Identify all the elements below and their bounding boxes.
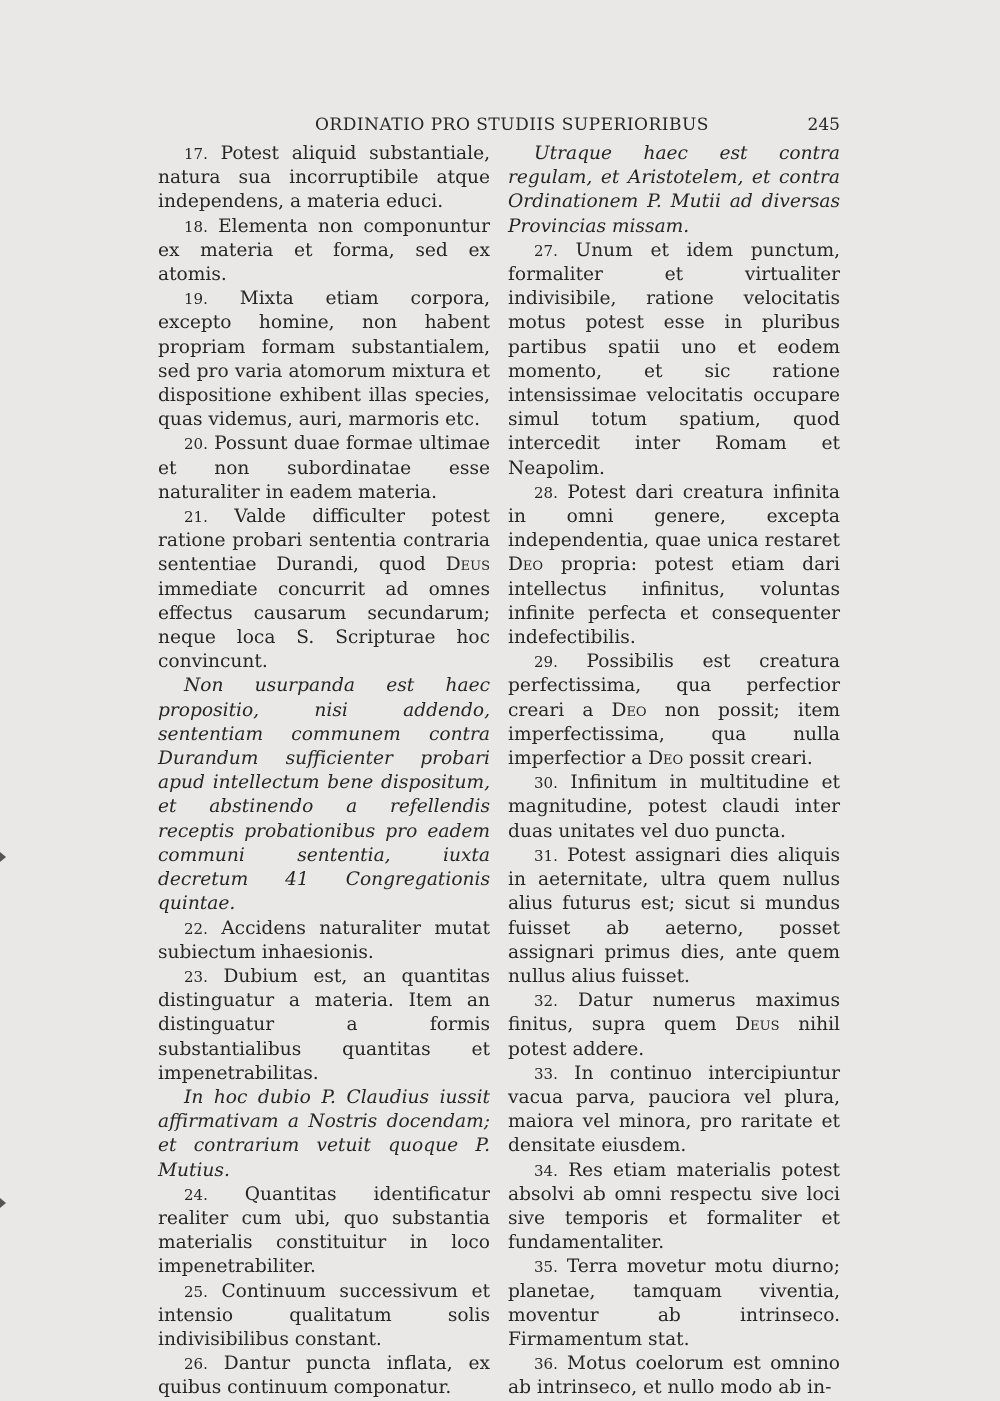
- paragraph-26: 26. Dantur puncta inflata, ex quibus continuum componatur.: [158, 1353, 490, 1399]
- italic-note-21: Non usurpanda est haec propositio, nisi addendo, sententiam communem contra Durandum sufficienter probari apud intellectum bene dispositum, et abstinendo a refellendis receptis probationibus pro eadem communi sententia, iuxta decretum 41 Congregationis quintae.: [158, 675, 490, 915]
- paragraph-35: 35. Terra movetur motu diurno; planetae, tamquam viventia, moventur ab intrinseco. Firmamentum stat.: [508, 1256, 840, 1350]
- italic-note-23: In hoc dubio P. Claudius iussit affirmativam a Nostris docendam; et contrarium vetuit quoque P. Mutius.: [158, 1086, 490, 1181]
- paragraph-25: 25. Continuum successivum et intensio qualitatum solis indivisibilibus constant.: [158, 1280, 490, 1350]
- paragraph-22: 22. Accidens naturaliter mutat subiectum inhaesionis.: [158, 917, 490, 963]
- paragraph-28: 28. Potest dari creatura infinita in omni genere, excepta independentia, quae unica restaret Deo propria: potest etiam dari intellectus infinitus, voluntas infinite perfecta et consequenter indefectibilis.: [508, 481, 840, 649]
- page-header: [160, 115, 840, 139]
- paragraph-30: 30. Infinitum in multitudine et magnitudine, potest claudi inter duas unitates vel duo puncta.: [508, 772, 840, 842]
- paragraph-20: 20. Possunt duae formae ultimae et non subordinatae esse naturaliter in eadem materia.: [158, 433, 490, 503]
- paragraph-34: 34. Res etiam materialis potest absolvi ab omni respectu sive loci sive temporis et formaliter et fundamentaliter.: [508, 1159, 840, 1254]
- paragraph-19: 19. Mixta etiam corpora, excepto homine, non habent propriam formam substantialem, sed pro varia atomorum mixtura et dispositione exhibent illas species, quas videmus, auri, marmoris etc.: [158, 288, 490, 431]
- paragraph-18: 18. Elementa non componuntur ex materia et forma, sed ex atomis.: [158, 215, 490, 286]
- paragraph-29: 29. Possibilis est creatura perfectissima, qua perfectior creari a Deo non possit; item imperfectissima, qua nulla imperfectior a Deo possit creari.: [508, 651, 840, 770]
- paragraph-17: 17. Potest aliquid substantiale, natura sua incorruptibile atque independens, a materia educi.: [158, 143, 490, 213]
- paragraph-23: 23. Dubium est, an quantitas distinguatur a materia. Item an distinguatur a formis substantialibus quantitas et impenetrabilitas.: [158, 965, 490, 1084]
- left-column: [158, 142, 490, 1401]
- binding-mark-icon: [0, 852, 6, 862]
- paragraph-31: 31. Potest assignari dies aliquis in aeternitate, ultra quem nullus alius futurus est; sicut si mundus fuisset ab aeterno, posset assignari primus dies, ante quem nullus alius fuisset.: [508, 844, 840, 987]
- paragraph-24: 24. Quantitas identificatur realiter cum ubi, quo substantia materialis constituitur in loco impenetrabiliter.: [158, 1183, 490, 1278]
- right-column: [508, 142, 840, 1401]
- binding-mark-icon: [0, 1198, 6, 1208]
- page-number: 245: [807, 115, 840, 135]
- paragraph-32: 32. Datur numerus maximus finitus, supra quem Deus nihil potest addere.: [508, 990, 840, 1060]
- running-head: ORDINATIO PRO STUDIIS SUPERIORIBUS: [315, 115, 709, 135]
- paragraph-36: 36. Motus coelorum est omnino ab intrinseco, et nullo modo ab in-: [508, 1353, 840, 1399]
- paragraph-33: 33. In continuo intercipiuntur vacua parva, pauciora vel plura, maiora vel minora, pro raritate et densitate eiusdem.: [508, 1062, 840, 1157]
- paragraph-27: 27. Unum et idem punctum, formaliter et virtualiter indivisibile, ratione velocitatis motus potest esse in pluribus partibus spatii uno et eodem momento, et sic ratione intensissimae velocitatis occupare simul totum spatium, quod intercedit inter Romam et Neapolim.: [508, 239, 840, 479]
- italic-note-26: Utraque haec est contra regulam, et Aristotelem, et contra Ordinationem P. Mutii ad diversas Provincias missam.: [508, 143, 840, 237]
- paragraph-21: 21. Valde difficulter potest ratione probari sententia contraria sententiae Durandi, quod Deus immediate concurrit ad omnes effectus causarum secundarum; neque loca S. Scripturae hoc convincunt.: [158, 506, 490, 673]
